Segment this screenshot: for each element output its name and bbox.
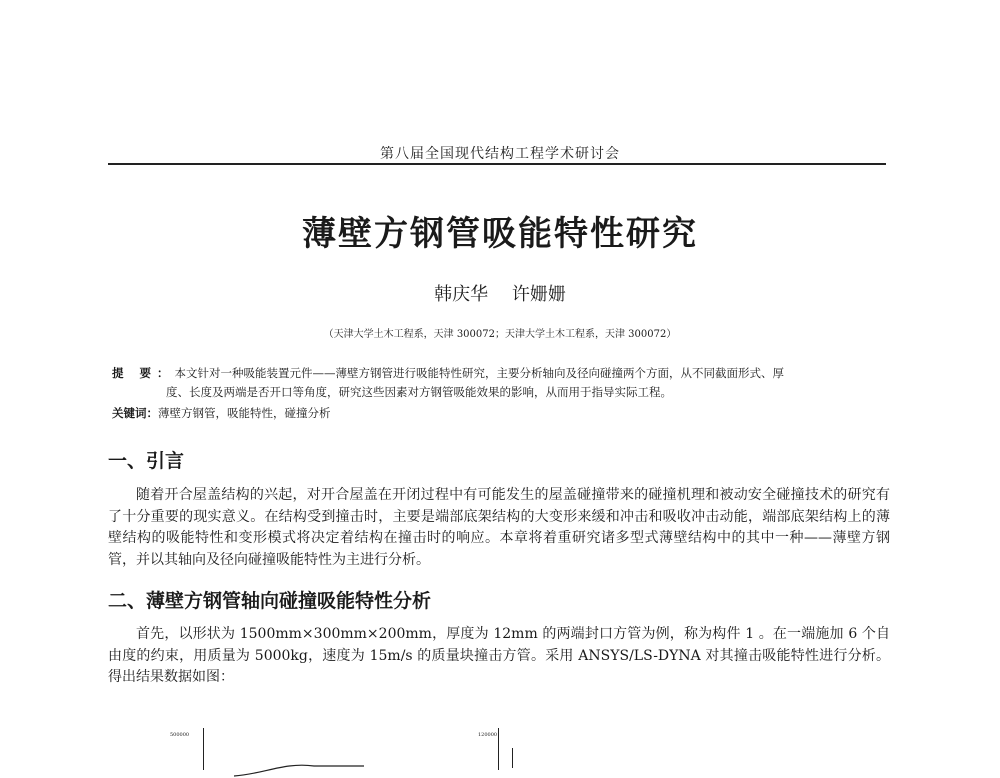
keywords (112, 405, 331, 421)
section-intro-paragraph: 随着开合屋盖结构的兴起，对开合屋盖在开闭过程中有可能发生的屋盖碰撞带来的碰撞机理和被动安全碰撞技术的研究有了十分重要的现实意义。在结构受到撞击时，主要是端部底架结构的大变形来缓和冲击和吸收冲击动能，端部底架结构上的薄壁结构的吸能特性和变形模式将决定着结构在撞击时的响应。本章将着重研究诸多型式薄壁结构中的其中一种——薄壁方钢管，并以其轴向及径向碰撞吸能特性为主进行分析。 (108, 487, 890, 568)
figure-right-curve (512, 748, 513, 768)
keywords-text: 薄壁方钢管，吸能特性，碰撞分析 (158, 406, 331, 420)
figure-right-tick: 120000 (478, 732, 498, 738)
keywords-label: 关键词： (112, 406, 158, 420)
abstract-text-2: 度、长度及两端是否开口等角度，研究这些因素对方钢管吸能效果的影响，从而用于指导实际工程。 (166, 385, 672, 399)
section-axial-body (108, 624, 890, 689)
paper-affiliation: （天津大学土木工程系，天津 300072；天津大学土木工程系，天津 300072） (323, 329, 677, 340)
figure-left-curve (204, 736, 364, 778)
running-head: 第八届全国现代结构工程学术研讨会 (380, 146, 620, 162)
section-axial-paragraph: 首先，以形状为 1500mm×300mm×200mm，厚度为 12mm 的两端封口方管为例，称为构件 1 。在一端施加 6 个自由度的约束，用质量为 5000kg，速度为 15m/s 的质量块撞击方管。采用 ANSYS/LS-DYNA 对其撞击吸能特性进行分析。得出结果数据如图： (108, 626, 890, 685)
abstract-label: 提 要： (112, 366, 175, 380)
abstract (112, 364, 892, 402)
section-heading-intro: 一、引言 (108, 450, 185, 472)
figure-left-tick: 500000 (170, 732, 190, 738)
abstract-line-1 (112, 364, 892, 383)
section-heading-axial: 二、薄壁方钢管轴向碰撞吸能特性分析 (108, 590, 432, 612)
header-rule (108, 163, 886, 165)
section-intro-body (108, 485, 890, 571)
abstract-text-1: 本文针对一种吸能装置元件——薄壁方钢管进行吸能特性研究，主要分析轴向及径向碰撞两个方面，从不同截面形式、厚 (174, 366, 785, 380)
figure-right-axis (498, 728, 499, 770)
paper-authors: 韩庆华 许姗姗 (434, 284, 566, 305)
paper-title: 薄壁方钢管吸能特性研究 (302, 214, 698, 254)
